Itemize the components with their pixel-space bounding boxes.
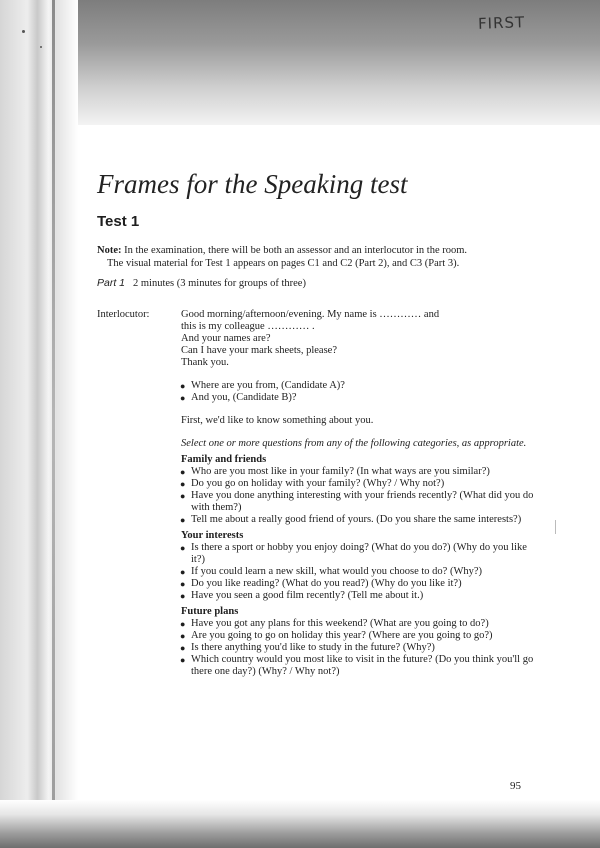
bullet-icon: ● [180, 491, 186, 501]
candidate-questions [181, 380, 541, 404]
bullet-icon: ● [180, 619, 186, 629]
note-label: Note: [97, 245, 122, 256]
bullet-icon: ● [180, 479, 186, 489]
exam-note [97, 244, 527, 270]
role-label: Interlocutor: [97, 309, 150, 320]
category-title: Family and friends [181, 454, 267, 465]
intro-line: And your names are? [181, 333, 271, 344]
bullet-icon: ● [180, 655, 186, 665]
intro-line: this is my colleague ………… . [181, 321, 315, 332]
category-questions [181, 618, 541, 678]
bullet-icon: ● [180, 515, 186, 525]
category-questions [181, 542, 541, 602]
note-line-2: The visual material for Test 1 appears on pages C1 and C2 (Part 2), and C3 (Part 3). [107, 258, 460, 269]
list-item: ● Have you got any plans for this weekend? (What are you going to do?) [180, 618, 489, 629]
list-item: ● Who are you most like in your family? (In what ways are you similar?) [180, 466, 490, 477]
scan-speck [22, 30, 25, 33]
first-line: First, we'd like to know something about you. [181, 415, 374, 426]
list-item: ● And you, (Candidate B)? [180, 392, 297, 403]
handwritten-note: FIRST [477, 13, 526, 33]
list-item: ● Do you go on holiday with your family? (Why? / Why not?) [180, 478, 445, 489]
test-heading: Test 1 [97, 213, 140, 230]
list-item: ● Have you seen a good film recently? (Tell me about it.) [180, 590, 424, 601]
note-line-1: In the examination, there will be both an assessor and an interlocutor in the room. [121, 245, 468, 256]
category-title: Future plans [181, 606, 239, 617]
list-item: ● Have you done anything interesting with your friends recently? (What did you do with them?) [180, 490, 534, 513]
intro-line: Can I have your mark sheets, please? [181, 345, 337, 356]
bullet-icon: ● [180, 543, 186, 553]
bullet-icon: ● [180, 467, 186, 477]
list-item: ● If you could learn a new skill, what would you choose to do? (Why?) [180, 566, 483, 577]
list-item: ● Is there anything you'd like to study in the future? (Why?) [180, 642, 435, 653]
list-item: ● Which country would you most like to visit in the future? (Do you think you'll go there one day?) (Why? / Why not?) [180, 654, 534, 677]
list-item: ● Tell me about a really good friend of yours. (Do you share the same interests?) [180, 514, 522, 525]
bullet-icon: ● [180, 591, 186, 601]
part-duration: 2 minutes (3 minutes for groups of three) [133, 278, 306, 289]
part-heading [97, 277, 306, 289]
bullet-icon: ● [180, 381, 186, 391]
bullet-icon: ● [180, 631, 186, 641]
intro-line: Thank you. [181, 357, 229, 368]
bullet-icon: ● [180, 579, 186, 589]
bullet-icon: ● [180, 567, 186, 577]
part-label: Part 1 [97, 277, 126, 289]
page-title: Frames for the Speaking test [97, 169, 408, 199]
list-item: ● Do you like reading? (What do you read?) (Why do you like it?) [180, 578, 462, 589]
category-questions [181, 466, 541, 526]
bullet-icon: ● [180, 643, 186, 653]
scan-shadow-bottom [0, 800, 600, 848]
margin-mark [555, 520, 556, 534]
category-title: Your interests [181, 530, 244, 541]
page-number: 95 [510, 780, 521, 792]
list-item: ● Are you going to go on holiday this year? (Where are you going to go?) [180, 630, 493, 641]
list-item: ● Is there a sport or hobby you enjoy doing? (What do you do?) (Why do you like it?) [180, 542, 527, 565]
list-item: ● Where are you from, (Candidate A)? [180, 380, 345, 391]
intro-line: Good morning/afternoon/evening. My name is ………… and [181, 309, 440, 320]
scan-speck [40, 46, 42, 48]
bullet-icon: ● [180, 393, 186, 403]
scan-shadow-left [0, 0, 78, 848]
interlocutor-script [181, 309, 541, 678]
instruction: Select one or more questions from any of the following categories, as appropriate. [181, 438, 527, 449]
